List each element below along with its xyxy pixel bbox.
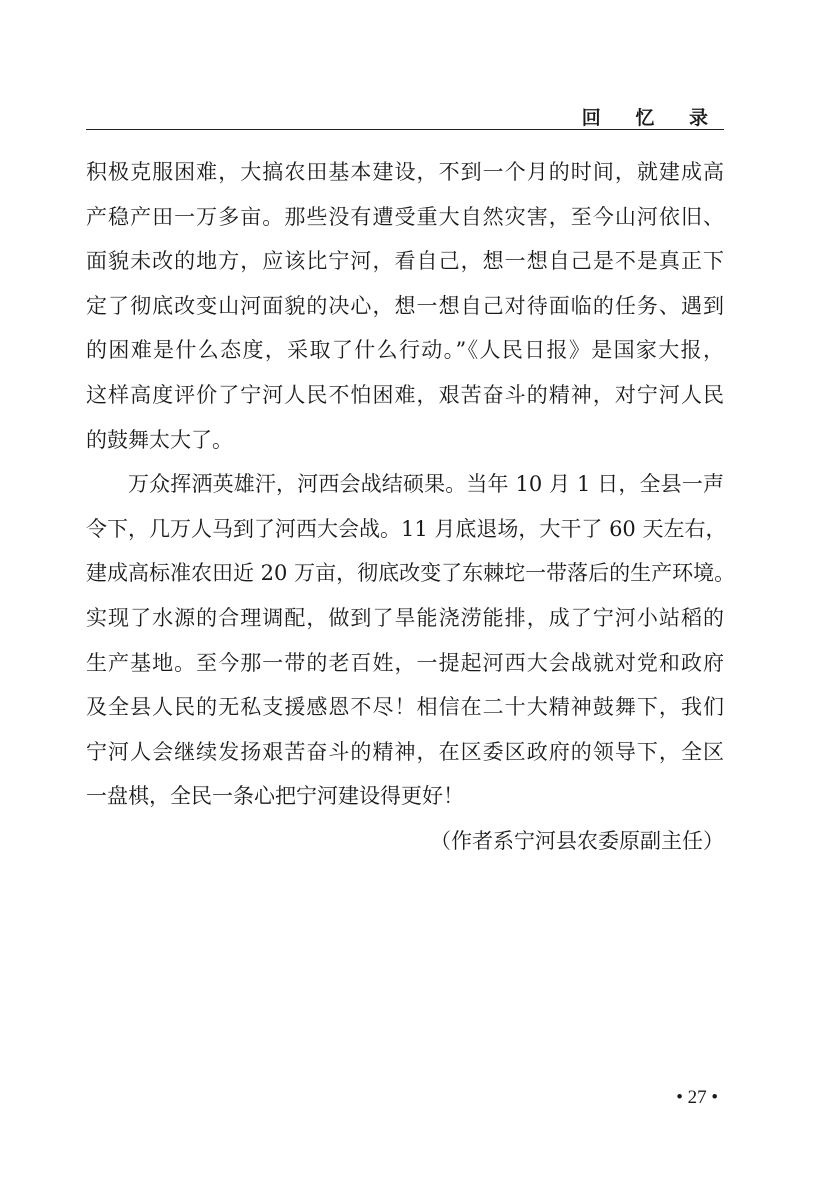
running-header: 回 忆 录 bbox=[581, 107, 722, 129]
paragraph-2-line-7: 宁河人会继续发扬艰苦奋斗的精神，在区委区政府的领导下，全区 bbox=[86, 739, 724, 764]
header-rule bbox=[86, 129, 724, 130]
paragraph-1-line-6: 这样高度评价了宁河人民不怕困难，艰苦奋斗的精神，对宁河人民 bbox=[86, 382, 724, 407]
paragraph-2-line-8: 一盘棋，全民一条心把宁河建设得更好！ bbox=[86, 784, 464, 809]
paragraph-1-line-3: 面貌未改的地方，应该比宁河，看自己，想一想自己是不是真正下 bbox=[86, 249, 724, 274]
paragraph-1-line-7: 的鼓舞太大了。 bbox=[86, 427, 233, 452]
page-number: • 27 • bbox=[676, 1087, 718, 1108]
body-text bbox=[86, 150, 736, 864]
paragraph-2-line-3: 建成高标准农田近 20 万亩，彻底改变了东棘坨一带落后的生产环境。 bbox=[86, 561, 736, 586]
paragraph-1-line-1: 积极克服困难，大搞农田基本建设，不到一个月的时间，就建成高 bbox=[86, 160, 724, 184]
paragraph-1-line-2: 产稳产田一万多亩。那些没有遭受重大自然灾害，至今山河依旧、 bbox=[86, 204, 724, 229]
author-attribution: （作者系宁河县农委原副主任） bbox=[430, 828, 724, 853]
paragraph-2-line-4: 实现了水源的合理调配，做到了旱能浇涝能排，成了宁河小站稻的 bbox=[86, 605, 724, 630]
paragraph-2-line-1: 万众挥洒英雄汗，河西会战结硕果。当年 10 月 1 日，全县一声 bbox=[128, 472, 724, 497]
paragraph-1-line-5: 的困难是什么态度，采取了什么行动。”《人民日报》是国家大报， bbox=[86, 338, 724, 363]
paragraph-2-line-6: 及全县人民的无私支援感恩不尽！相信在二十大精神鼓舞下，我们 bbox=[86, 695, 724, 720]
paragraph-2-line-5: 生产基地。至今那一带的老百姓，一提起河西大会战就对党和政府 bbox=[86, 650, 724, 675]
paragraph-1-line-4: 定了彻底改变山河面貌的决心，想一想自己对待面临的任务、遇到 bbox=[86, 293, 724, 318]
paragraph-2-line-2: 令下，几万人马到了河西大会战。11 月底退场，大干了 60 天左右， bbox=[86, 516, 727, 541]
